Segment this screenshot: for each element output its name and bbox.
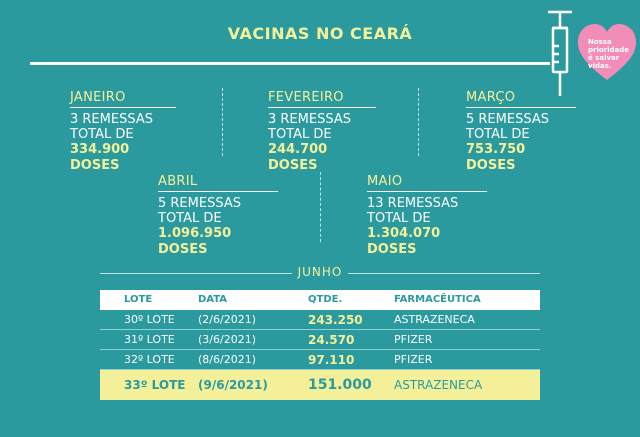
junho-table	[100, 290, 540, 400]
month-remessas: 5 REMESSAS	[466, 112, 549, 127]
month-doses: 1.096.950 DOSES	[158, 226, 232, 257]
header-data: DATA	[198, 294, 228, 305]
table-row	[100, 310, 540, 330]
table-row	[100, 330, 540, 350]
title-divider	[30, 62, 550, 65]
month-remessas: 13 REMESSAS	[367, 196, 459, 211]
cell-qtde: 97.110	[308, 353, 355, 367]
cell-qtde: 24.570	[308, 333, 355, 347]
month-name: JANEIRO	[70, 90, 176, 108]
cell-data: (8/6/2021)	[198, 353, 256, 366]
header-lote: LOTE	[124, 294, 153, 305]
cell-lote: 33º LOTE	[124, 378, 186, 392]
month-remessas: 3 REMESSAS	[268, 112, 351, 127]
month-name: MARÇO	[466, 90, 576, 108]
month-total-label: TOTAL DE	[70, 127, 134, 142]
month-janeiro	[70, 90, 176, 174]
cell-data: (2/6/2021)	[198, 313, 256, 326]
cell-farmaceutica: PFIZER	[394, 353, 433, 366]
cell-lote: 30º LOTE	[124, 313, 175, 326]
month-remessas: 5 REMESSAS	[158, 196, 241, 211]
heart-badge-text: Nossa prioridade é salvar vidas.	[588, 38, 630, 70]
cell-data: (3/6/2021)	[198, 333, 256, 346]
month-total-label: TOTAL DE	[158, 211, 222, 226]
month-doses: 1.304.070 DOSES	[367, 226, 441, 257]
table-row	[100, 350, 540, 370]
month-abril	[158, 174, 278, 258]
cell-qtde: 243.250	[308, 313, 363, 327]
month-doses: 753.750 DOSES	[466, 142, 526, 173]
cell-farmaceutica: ASTRAZENECA	[394, 313, 475, 326]
header-qtde: QTDE.	[308, 294, 343, 305]
cell-lote: 32º LOTE	[124, 353, 175, 366]
month-name: FEVEREIRO	[268, 90, 376, 108]
month-maio	[367, 174, 487, 258]
month-total-label: TOTAL DE	[268, 127, 332, 142]
month-marco	[466, 90, 576, 174]
month-divider	[320, 172, 321, 242]
month-doses: 244.700 DOSES	[268, 142, 328, 173]
cell-qtde: 151.000	[308, 377, 372, 393]
month-doses: 334.900 DOSES	[70, 142, 130, 173]
cell-lote: 31º LOTE	[124, 333, 175, 346]
junho-label: JUNHO	[292, 265, 349, 279]
cell-data: (9/6/2021)	[198, 378, 268, 392]
month-name: ABRIL	[158, 174, 278, 192]
month-divider	[222, 88, 223, 156]
table-row-highlighted	[100, 370, 540, 400]
month-total-label: TOTAL DE	[466, 127, 530, 142]
month-divider	[418, 88, 419, 156]
month-remessas: 3 REMESSAS	[70, 112, 153, 127]
month-name: MAIO	[367, 174, 487, 192]
cell-farmaceutica: ASTRAZENECA	[394, 378, 483, 392]
table-header	[100, 290, 540, 310]
month-fevereiro	[268, 90, 376, 174]
cell-farmaceutica: PFIZER	[394, 333, 433, 346]
page-title: VACINAS NO CEARÁ	[227, 24, 413, 43]
header-farmaceutica: FARMACÊUTICA	[394, 294, 481, 305]
month-total-label: TOTAL DE	[367, 211, 431, 226]
syringe-icon	[540, 6, 580, 98]
